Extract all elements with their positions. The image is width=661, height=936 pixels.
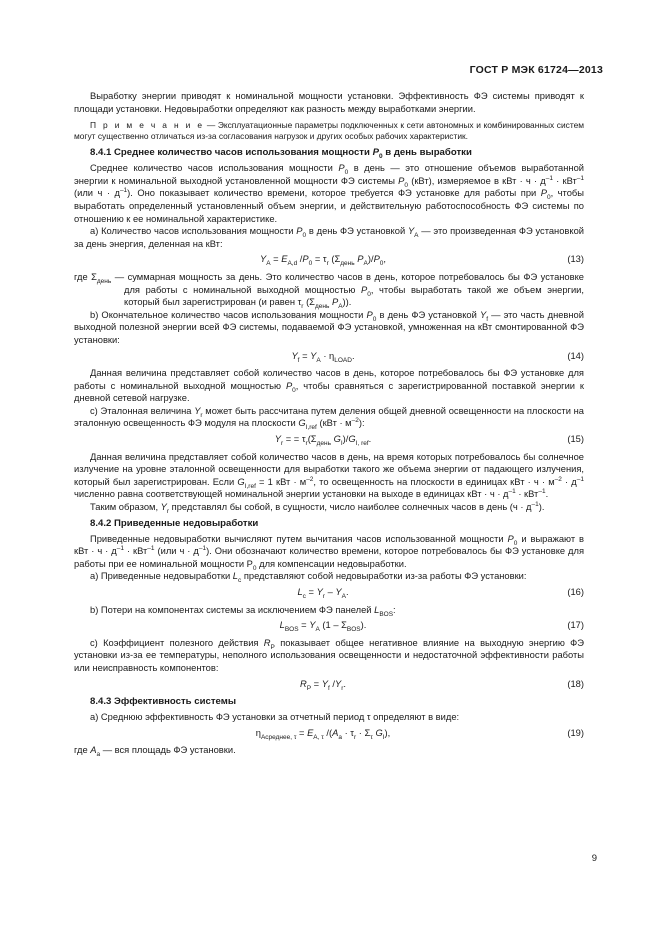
where-paragraph-13: где $\Sigma_{день}$ — суммарная мощность за день. Это количество часов в день, которое потребовалось бы ФЭ установке для работы с номинальной выходной мощностью $P_0$, чтобы выработать такой же объем энергии, который был зарегистрирован (и равен $\tau_r$ ($\Sigma_{день}$ $P_A$)). [74,271,584,310]
equation-14: $Y_f = Y_A \cdot \eta_{LOAD}$. (14) [291,350,584,364]
section-8-4-2-title: 8.4.2 Приведенные недовыработки [90,517,259,529]
section-8-4-2-paragraph: Приведенные недовыработки вычисляют путем вычитания часов использованной мощности $P_0$ и выражают в кВт · $ч \cdot д^{-1} \cdot кВт^{-1}$ (или $ч \cdot д^{-1}$). Они обозначают количество времени, которое потребовалось бы ФЭ установке для работы при ее номинальной мощности $Р_0$ для компенсации недовыработки. [74,533,585,572]
equation-13: $Y_A = E_{A,d}$ $/P_0 = \tau_r$ ($\Sigma_{день}$ $P_A)/P_0$, (13) [259,254,584,268]
equation-19-number: (19) [567,727,584,738]
equation-17: $L_{BOS} = Y_A$ $(1 - \Sigma_{BOS})$. (17) [279,620,584,634]
page-content [74,90,584,757]
page-number: 9 [591,853,597,864]
intro-paragraph: Выработку энергии приводят к номинальной мощности установки. Эффективность ФЭ системы приводят к площади установки. Недовыработки определяют как разность между выработками энергии. [74,91,584,114]
section-8-4-1-paragraph: Среднее количество часов использования мощности $P_0$ в день — это отношение объемов выработанной энергии к номинальной выходной установленной мощности ФЭ системы $P_0$ (кВт), измеряемое в кВт · $ч \cdot д^{-1} \cdot кВт^{-1}$ (или $ч \cdot д^{-1}$). Оно показывает количество времени, которое требуется ФЭ установке для работы при $P_0$, чтобы выработать определенный установленный объем энергии, и действительную работоспособность ФЭ системы по отношению к ее номинальной характеристике. [74,163,585,224]
item-c-efficiency-paragraph: c) Коэффициент полезного действия $R_P$ показывает общее негативное влияние на выходную энергию ФЭ установки из-за ее температуры, неполного использования освещенности и недостаточной эффективности работы или неисправность компонентов: [74,637,584,673]
equation-18-number: (18) [567,678,584,689]
where-paragraph-19: где $A_a$ — вся площадь ФЭ установки. [74,745,236,759]
equation-19: $\eta_{Aсреднее, \tau} = E_{A, \tau}$ $/(A_a \cdot \tau_r \cdot \Sigma_\tau$ $G_I$), (19) [255,727,584,741]
paragraph-after-15: Данная величина представляет собой количество часов в день, на время которых потребовалось бы солнечное излучение на уровне эталонной освещенности для выработки такого же объема энергии от падающего излучения, который был зарегистрирован. Если $G_{I,ref} = 1$ кВт · $м^{-2}$, то освещенность на плоскости в единицах кВт · $ч \cdot м^{-2} \cdot д^{-1}$ численно равна соответствующей номинальной энергии установки на выходе в единицах кВт · $ч \cdot д^{-1} \cdot кВт^{-1}$. [74,451,584,500]
item-c-paragraph: c) Эталонная величина $Y_r$ может быть рассчитана путем деления общей дневной освещенности на плоскости на эталонную освещенность ФЭ модуля на плоскости $G_{I,ref}$ $(кВт \cdot м^{-2})$: [74,405,584,432]
item-a-losses-paragraph: a) Приведенные недовыработки $L_c$ представляют собой недовыработки из-за работы ФЭ установки: [90,571,527,585]
note-paragraph: П р и м е ч а н и е — Эксплуатационные параметры подключенных к сети автономных и комбинированных систем могут существенно отличаться из-за согласования нагрузок и других особых рабочих характеристик. [74,120,584,142]
equation-13-number: (13) [567,254,584,265]
item-b-paragraph: b) Окончательное количество часов использования мощности $P_0$ в день ФЭ установкой $Y_f$ — это часть дневной выходной полезной энергии всей ФЭ системы, подаваемой ФЭ установкой, умноженная на кВт смонтированной ФЭ установки: [74,309,584,345]
section-8-4-3-title: 8.4.3 Эффективность системы [90,696,237,708]
item-a-system-paragraph: a) Среднюю эффективность ФЭ установки за отчетный период τ определяют в виде: [90,712,460,723]
item-b-losses-paragraph: b) Потери на компонентах системы за исключением ФЭ панелей $L_{BOS}$: [90,604,396,618]
equation-14-number: (14) [567,350,584,361]
equation-15: $Y_r$ = = $\tau_r(\Sigma_{день}$ $G_I)/G_{I, ref}$. (15) [274,434,584,447]
page-header: ГОСТ Р МЭК 61724—2013 [469,64,603,76]
paragraph-after-14: Данная величина представляет собой количество часов в день, которое потребовалось бы ФЭ установке для работы с номинальной выходной мощностью $P_0$, чтобы сравняться с зарегистрированной поставкой энергии к дневной сетевой нагрузке. [74,368,584,404]
equation-16-number: (16) [567,587,584,597]
paragraph-thus: Таким образом, $Y_r$ представлял бы собой, в сущности, число наиболее солнечных часов в день $(ч \cdot д^{-1})$. [90,500,545,515]
equation-17-number: (17) [567,620,584,631]
equation-16: $L_c = Y_r - Y_A$. (16) [297,587,584,600]
equation-18: $R_P = Y_f$ $/Y_r$. (18) [299,678,584,692]
section-8-4-1-title: 8.4.1 Среднее количество часов использования мощности $P_0$ в день выработки [90,147,472,161]
item-a-paragraph: a) Количество часов использования мощности $P_0$ в день ФЭ установкой $Y_A$ — это произведенная ФЭ установкой за день энергия, деленная на кВт: [74,226,584,249]
equation-15-number: (15) [567,434,584,445]
